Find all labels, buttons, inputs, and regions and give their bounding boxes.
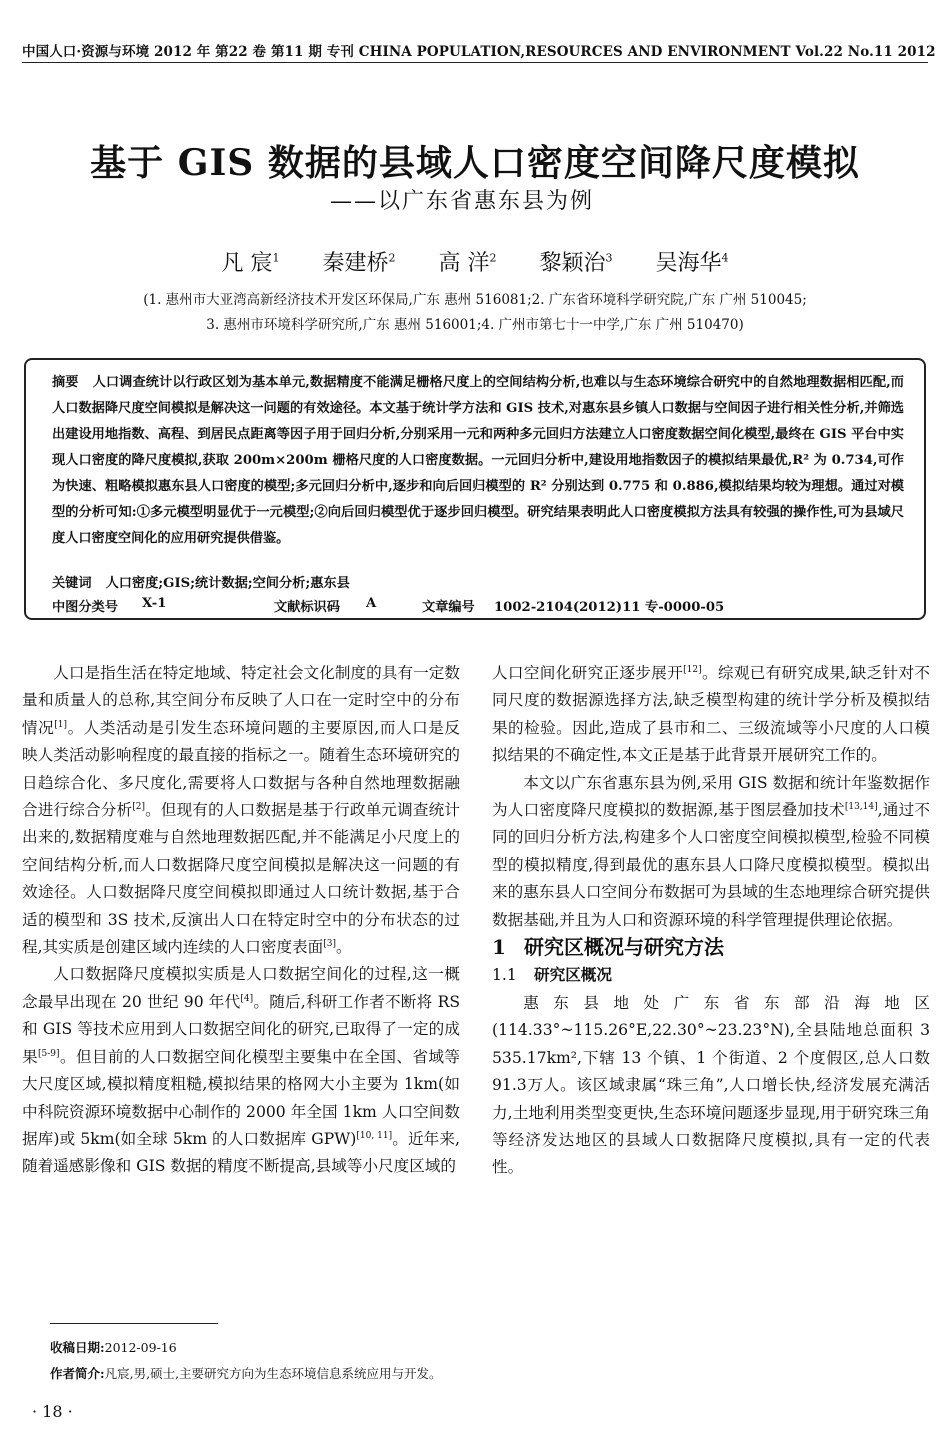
left-column — [22, 660, 460, 1181]
footnote-rule — [50, 1323, 218, 1324]
abstract-box — [24, 358, 926, 620]
article-no-label: 文章编号 — [422, 600, 475, 615]
author: 吴海华$^4$ — [655, 251, 729, 276]
author-list — [0, 246, 950, 277]
body-paragraph: 惠东县地处广东省东部沿海地区(114.33°~115.26°E,22.30°~23.23°N),全县陆地总面积 3 535.17km²,下辖 13 个镇、1 个街道、2 个度假区,总人口数91.3万人。该区域隶属“珠三角”,人口增长快,经济发展充满活力,土地利用类型变更快,生态环境问题逐步显现,用于研究珠三角等经济发达地区的县域人口数据降尺度模拟,具有一定的代表性。 — [492, 993, 930, 1177]
clc-value: X-1 — [142, 596, 167, 611]
clc-label: 中图分类号 — [52, 600, 118, 615]
right-column — [492, 660, 930, 1182]
paper-subtitle: ——以广东省惠东县为例 — [330, 189, 595, 214]
abstract-label: 摘要 — [52, 375, 79, 390]
keywords-text: 人口密度;GIS;统计数据;空间分析;惠东县 — [105, 576, 350, 591]
author: 黎颖治$^3$ — [539, 251, 613, 276]
received-date: 收稿日期:2012-09-16 — [50, 1340, 177, 1355]
keywords — [52, 572, 350, 591]
header-rule — [22, 62, 928, 63]
body-paragraph: 人口空间化研究正逐步展开[12]。综观已有研究成果,缺乏针对不同尺度的数据源选择方法,缺乏模型构建的统计学分析及模拟结果的检验。因此,造成了县市和二、三级流域等小尺度的人口模拟结果的不确定性,本文正是基于此背景开展研究工作的。 — [492, 664, 930, 765]
doc-code-value: A — [366, 596, 377, 611]
abstract — [52, 370, 904, 552]
keywords-label: 关键词 — [52, 576, 92, 591]
page-number: · 18 · — [32, 1402, 73, 1421]
body-paragraph: 本文以广东省惠东县为例,采用 GIS 数据和统计年鉴数据作为人口密度降尺度模拟的数据源,基于图层叠加技术[13,14],通过不同的回归分析方法,构建多个人口密度空间模拟模型,检验不同模型的模拟精度,得到最优的惠东县人口降尺度模拟模型。模拟出来的惠东县人口空间分布数据可为县域的生态地理综合研究提供数据基础,并且为人口和资源环境的科学管理提供理论依据。 — [492, 773, 930, 929]
abstract-text: 人口调查统计以行政区划为基本单元,数据精度不能满足栅格尺度上的空间结构分析,也难以与生态环境综合研究中的自然地理数据相匹配,而人口数据降尺度空间模拟是解决这一问题的有效途径。本文基于统计学方法和 GIS 技术,对惠东县乡镇人口数据与空间因子进行相关性分析,并筛选出建设用地指数、高程、到居民点距离等因子用于回归分析,分别采用一元和两种多元回归方法建立人口密度数据空间化模型,最终在 GIS 平台中实现人口密度的降尺度模拟,获取 200m×200m 栅格尺度的人口密度数据。一元回归分析中,建设用地指数因子的模拟结果最优,R² 为 0.734,可作为快速、粗略模拟惠东县人口密度的模型;多元回归分析中,逐步和向后回归模型的 R² 分别达到 0.775 和 0.886,模拟结果均较为理想。通过对模型的分析可知:①多元模型明显优于一元模型;②向后回归模型优于逐步回归模型。研究结果表明此人口密度模拟方法具有较强的操作性,可为县域尺度人口密度空间化的应用研究提供借鉴。 — [52, 375, 904, 546]
author: 秦建桥$^2$ — [322, 251, 396, 276]
journal-header: 中国人口·资源与环境 2012 年 第22 卷 第11 期 专刊 CHINA POPULATION,RESOURCES AND ENVIRONMENT Vol.22 No.11 2012 — [22, 44, 936, 60]
section-heading: 1 研究区概况与研究方法 — [492, 935, 724, 960]
article-no-value: 1002-2104(2012)11 专-0000-05 — [494, 600, 725, 615]
subsection-heading: 1.1 研究区概况 — [492, 965, 612, 985]
affiliation-line: 3. 惠州市环境科学研究所,广东 惠州 516001;4. 广州市第七十一中学,广东 广州 510470) — [206, 317, 744, 333]
doc-code-label: 文献标识码 — [274, 600, 340, 615]
author-bio: 作者简介:凡宸,男,硕士,主要研究方向为生态环境信息系统应用与开发。 — [50, 1366, 442, 1381]
author: 凡 宸$^1$ — [221, 251, 280, 276]
paper-title: 基于 GIS 数据的县域人口密度空间降尺度模拟 — [90, 142, 860, 184]
body-paragraph: 人口数据降尺度模拟实质是人口数据空间化的过程,这一概念最早出现在 20 世纪 90 年代[4]。随后,科研工作者不断将 RS 和 GIS 等技术应用到人口数据空间化的研究,已取得了一定的成果[5-9]。但目前的人口数据空间化模型主要集中在全国、省域等大尺度区域,模拟精度粗糙,模拟结果的格网大小主要为 1km(如中科院资源环境数据中心制作的 2000 年全国 1km 人口空间数据库)或 5km(如全球 5km 的人口数据库 GPW)[10, 11]。近年来,随着遥感影像和 GIS 数据的精度不断提高,县域等小尺度区域的 — [22, 965, 461, 1176]
author: 高 洋$^2$ — [438, 251, 497, 276]
body-paragraph: 人口是指生活在特定地域、特定社会文化制度的具有一定数量和质量人的总称,其空间分布反映了人口在一定时空中的分布情况[1]。人类活动是引发生态环境问题的主要原因,而人口是反映人类活动影响程度的最直接的指标之一。随着生态环境研究的日趋综合化、多尺度化,需要将人口数据与各种自然地理数据融合进行综合分析[2]。但现有的人口数据是基于行政单元调查统计出来的,数据精度难与自然地理数据匹配,并不能满足小尺度上的空间结构分析,而人口数据降尺度空间模拟是解决这一问题的有效途径。人口数据降尺度空间模拟即通过人口统计数据,基于合适的模型和 3S 技术,反演出人口在特定时空中的分布状态的过程,其实质是创建区域内连续的人口密度表面[3]。 — [22, 664, 460, 957]
affiliation-line: (1. 惠州市大亚湾高新经济技术开发区环保局,广东 惠州 516081;2. 广东省环境科学研究院,广东 广州 510045; — [143, 292, 807, 308]
